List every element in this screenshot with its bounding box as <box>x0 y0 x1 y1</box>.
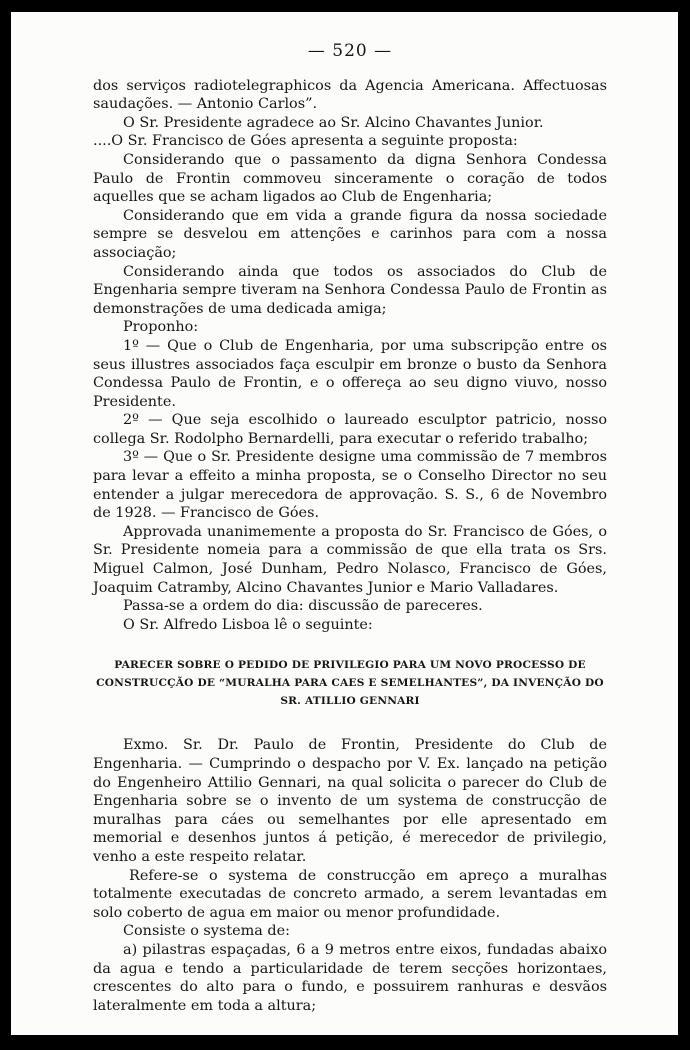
paragraph-continuation: dos serviços radiotelegraphicos da Agencia Americana. Affectuosas saudações. — Antonio Carlos”. <box>93 77 607 113</box>
paragraph-system-consists: Consiste o systema de: <box>123 923 291 940</box>
paragraph-thanks: O Sr. Presidente agradece ao Sr. Alcino Chavantes Junior. <box>123 114 544 131</box>
paragraph-system-description: Refere-se o systema de construcção em apreço a muralhas totalmente executadas de concreto armado, a serem levantadas em solo coberto de agua em maior ou menor profundidade. <box>93 867 607 921</box>
heading-line-1: PARECER SOBRE O PEDIDO DE PRIVILEGIO PARA UM NOVO PROCESSO DE <box>114 659 586 672</box>
paragraph-order-of-day: Passa-se a ordem do dia: discussão de pareceres. <box>123 598 483 615</box>
paragraph-considering-1: Considerando que o passamento da digna Senhora Condessa Paulo de Frontin commoveu sinceramente o coração de todos aquelles que se acham ligados ao Club de Engenharia; <box>93 151 607 206</box>
paragraph-proponho: Proponho: <box>123 319 199 336</box>
paragraph-considering-2: Considerando que em vida a grande figura da nossa sociedade sempre se desvelou em attenções e carinhos para com a nossa associação; <box>93 207 607 261</box>
paragraph-reading: O Sr. Alfredo Lisboa lê o seguinte: <box>123 616 373 633</box>
section-heading <box>93 656 607 710</box>
paragraph-item-2: 2º — Que seja escolhido o laureado esculptor patricio, nosso collega Sr. Rodolpho Bernardelli, para executar o referido trabalho; <box>93 412 607 447</box>
paragraph-item-1: 1º — Que o Club de Engenharia, por uma subscripção entre os seus illustres associados faça esculpir em bronze o busto da Senhora Condessa Paulo de Frontin, e o offereça ao seu digno viuvo, nosso Presidente. <box>93 337 607 410</box>
paragraph-approval: Approvada unanimemente a proposta do Sr. Francisco de Góes, o Sr. Presidente nomeia para a commissão de que ella trata os Srs. Miguel Calmon, José Dunham, Pedro Nolasco, Francisco de Góes, Joaquim Catramby, Alcino Chavantes Junior e Mario Valladares. <box>93 523 607 596</box>
text-column <box>93 12 607 1015</box>
paragraph-proposal-intro: ....O Sr. Francisco de Góes apresenta a seguinte proposta: <box>93 133 518 150</box>
paragraph-item-a: a) pilastras espaçadas, 6 a 9 metros entre eixos, fundadas abaixo da agua e tendo a particularidade de terem secções horizontaes, crescentes do alto para o fundo, e possuirem ranhuras e desvãos lateralmente em toda a altura; <box>93 941 607 1014</box>
paragraph-address: Exmo. Sr. Dr. Paulo de Frontin, Presidente do Club de Engenharia. — Cumprindo o despacho por V. Ex. lançado na petição do Engenheiro Attilio Gennari, na qual solicita o parecer do Club de Engenharia sobre se o invento de um systema de construcção de muralhas para cáes ou semelhantes por elle apresentado em memorial e desenhos juntos á petição, é merecedor de privilegio, venho a este respeito relatar. <box>93 737 607 865</box>
heading-line-2: CONSTRUCÇÃO DE “MURALHA PARA CAES E SEMELHANTES”, DA INVENÇÃO DO SR. ATILLIO GENNARI <box>96 677 604 708</box>
paragraph-item-3: 3º — Que o Sr. Presidente designe uma commissão de 7 membros para levar a effeito a minha proposta, se o Conselho Director no seu entender a julgar merecedora de approvação. S. S., 6 de Novembro de 1928. — Francisco de Góes. <box>93 449 607 522</box>
document-page <box>11 12 678 1035</box>
page-number: — 520 — <box>307 41 393 61</box>
paragraph-considering-3: Considerando ainda que todos os associados do Club de Engenharia sempre tiveram na Senhora Condessa Paulo de Frontin as demonstrações de uma dedicada amiga; <box>93 263 607 317</box>
